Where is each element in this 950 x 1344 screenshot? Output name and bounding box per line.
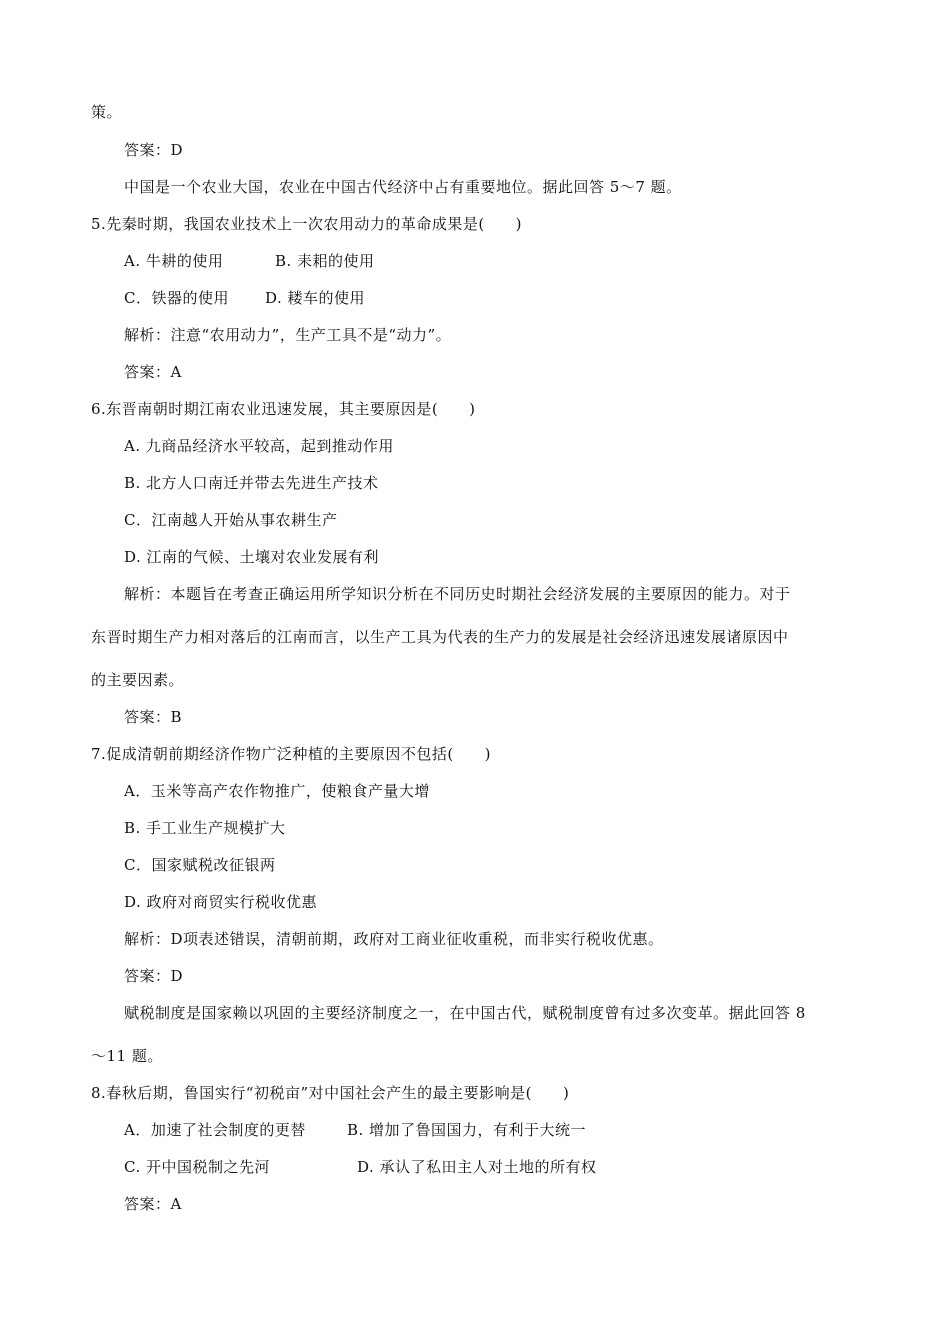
option-c: C. 开中国税制之先河: [124, 1158, 270, 1176]
option-b: B. 手工业生产规模扩大: [124, 819, 286, 837]
option-d: D. 政府对商贸实行税收优惠: [124, 893, 318, 911]
explanation-line: 的主要因素。: [91, 671, 185, 689]
explanation-line: 解析：本题旨在考查正确运用所学知识分析在不同历史时期社会经济发展的主要原因的能力。对于: [124, 585, 791, 603]
option-c: C．国家赋税改征银两: [124, 856, 276, 874]
question-line: 6.东晋南朝时期江南农业迅速发展，其主要原因是( ): [91, 400, 476, 418]
option-a: A．玉米等高产农作物推广，使粮食产量大增: [124, 782, 430, 800]
option-d: D. 江南的气候、土壤对农业发展有利: [124, 548, 380, 566]
option-a: A．加速了社会制度的更替: [124, 1121, 306, 1139]
option-d: D. 承认了私田主人对土地的所有权: [357, 1158, 597, 1176]
answer-line: 答案：D: [124, 967, 184, 985]
explanation-line: 解析：D项表述错误，清朝前期，政府对工商业征收重税，而非实行税收优惠。: [124, 930, 664, 948]
option-a: A. 牛耕的使用: [124, 252, 224, 270]
explanation-line: 东晋时期生产力相对落后的江南而言，以生产工具为代表的生产力的发展是社会经济迅速发展诸原因中: [91, 628, 789, 646]
option-b: B. 北方人口南迁并带去先进生产技术: [124, 474, 379, 492]
answer-line: 答案：A: [124, 363, 182, 381]
text-line: 中国是一个农业大国，农业在中国古代经济中占有重要地位。据此回答 5～7 题。: [124, 178, 682, 196]
explanation-line: 解析：注意“农用动力”，生产工具不是“动力”。: [124, 326, 452, 344]
text-line: ～11 题。: [91, 1047, 163, 1065]
option-row: [124, 288, 366, 308]
answer-line: 答案：A: [124, 1195, 182, 1213]
option-c: C．铁器的使用: [124, 289, 229, 307]
option-row: [124, 1157, 597, 1177]
option-c: C．江南越人开始从事农耕生产: [124, 511, 338, 529]
text-line: 赋税制度是国家赖以巩固的主要经济制度之一，在中国古代，赋税制度曾有过多次变革。据此回答 8: [124, 1004, 806, 1022]
text-line: 策。: [91, 103, 123, 121]
option-b: B. 增加了鲁国国力，有利于大统一: [347, 1121, 587, 1139]
option-row: [124, 251, 375, 271]
option-b: B. 耒耜的使用: [275, 252, 375, 270]
answer-line: 答案：B: [124, 708, 183, 726]
answer-line: 答案：D: [124, 141, 184, 159]
question-line: 7.促成清朝前期经济作物广泛种植的主要原因不包括( ): [91, 745, 492, 763]
option-row: [124, 1120, 587, 1140]
question-line: 8.春秋后期，鲁国实行“初税亩”对中国社会产生的最主要影响是( ): [91, 1084, 570, 1102]
question-line: 5.先秦时期，我国农业技术上一次农用动力的革命成果是( ): [91, 215, 523, 233]
option-a: A. 九商品经济水平较高，起到推动作用: [124, 437, 394, 455]
option-d: D. 耧车的使用: [265, 289, 366, 307]
